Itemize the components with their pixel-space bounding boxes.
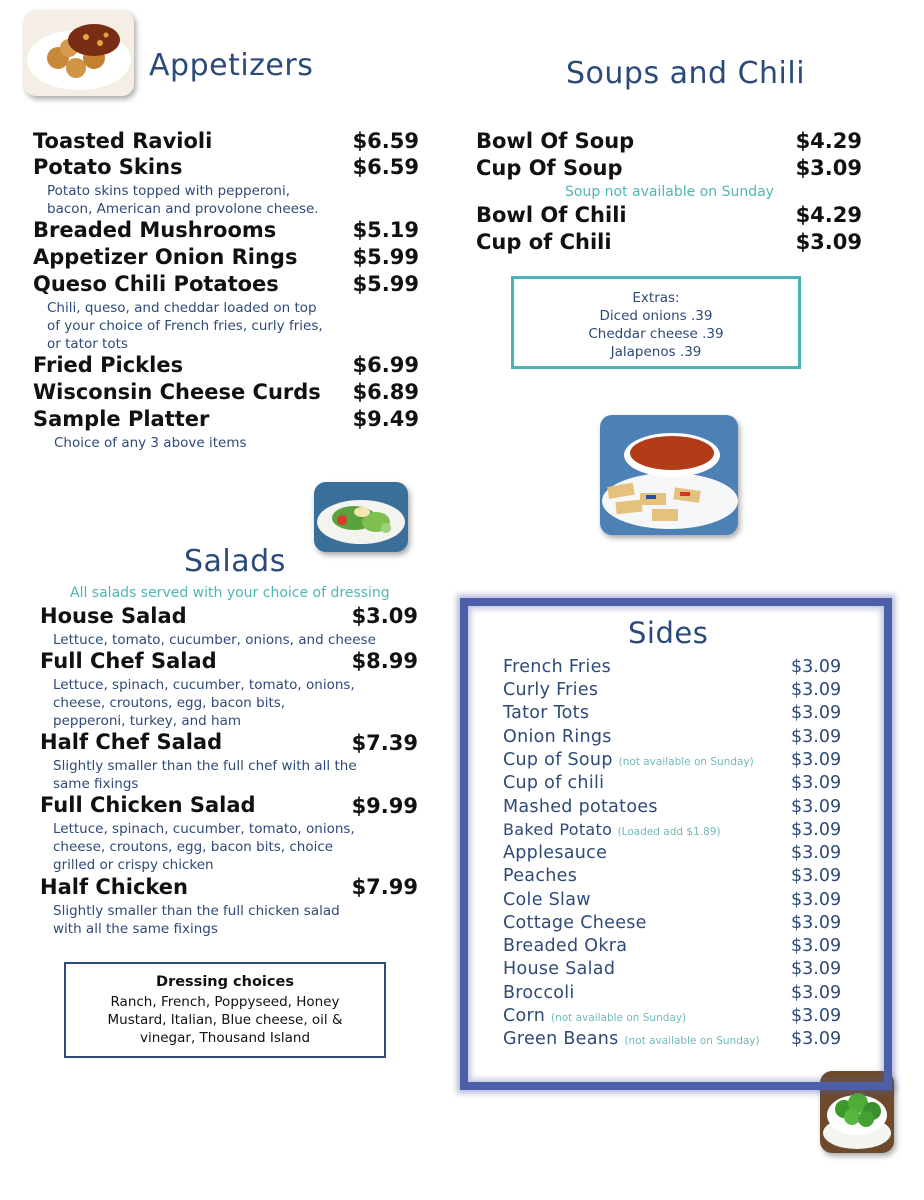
side-item-price: $3.09 (791, 703, 842, 723)
menu-item-name: Cup Of Soup (476, 156, 623, 180)
side-item (503, 843, 843, 866)
menu-item-description: of your choice of French fries, curly fries, (47, 318, 323, 334)
side-item-note: (Loaded add $1.89) (617, 826, 721, 838)
menu-item-name: Wisconsin Cheese Curds (33, 380, 321, 404)
dressing-line: vinegar, Thousand Island (139, 1030, 311, 1046)
side-item-name (503, 820, 721, 839)
side-item-price: $3.09 (791, 936, 842, 956)
side-item-price: $3.09 (791, 843, 842, 863)
extras-line: Cheddar cheese .39 (588, 326, 724, 342)
menu-item-description: or tator tots (47, 336, 128, 352)
menu-item-name: Toasted Ravioli (33, 129, 213, 153)
menu-item-price: $3.09 (795, 156, 862, 180)
menu-item-description: Chili, queso, and cheddar loaded on top (47, 300, 317, 316)
side-item-name: Mashed potatoes (503, 797, 658, 817)
side-item-name: Applesauce (503, 843, 608, 863)
side-item (503, 680, 843, 703)
side-item (503, 750, 843, 773)
side-item-name: Cole Slaw (503, 890, 591, 910)
side-item-name (503, 1029, 760, 1049)
side-item-name: Cup of chili (503, 773, 605, 793)
salad-photo (314, 482, 408, 552)
salads-heading: Salads (184, 544, 286, 579)
menu-item-price: $9.99 (351, 794, 418, 818)
side-item-price: $3.09 (791, 797, 842, 817)
menu-item-price: $6.99 (352, 353, 419, 377)
menu-item-name: Appetizer Onion Rings (33, 245, 298, 269)
menu-item-description: same fixings (53, 776, 139, 792)
menu-item-name: Potato Skins (33, 155, 183, 179)
side-item (503, 913, 843, 936)
side-item-name (503, 1006, 686, 1026)
side-item (503, 773, 843, 796)
side-item-price: $3.09 (791, 1006, 842, 1026)
side-item (503, 727, 843, 750)
menu-item-name: Cup of Chili (476, 230, 612, 254)
menu-item-price: $5.19 (352, 218, 419, 242)
dressing-line: Mustard, Italian, Blue cheese, oil & (107, 1012, 343, 1028)
side-item-price: $3.09 (791, 727, 842, 747)
menu-item-description: Lettuce, tomato, cucumber, onions, and cheese (53, 632, 376, 648)
side-item-note: (not available on Sunday) (550, 1012, 687, 1024)
menu-item-description: Lettuce, spinach, cucumber, tomato, onions, (53, 821, 355, 837)
menu-item-name: Half Chef Salad (40, 730, 223, 754)
menu-item-description: Slightly smaller than the full chef with all the (53, 758, 357, 774)
side-item (503, 959, 843, 982)
side-item-price: $3.09 (791, 1029, 842, 1049)
menu-item-price: $7.39 (351, 731, 418, 755)
appetizer-photo (24, 10, 134, 96)
dressing-title: Dressing choices (156, 974, 294, 990)
side-item-label: Corn (503, 1006, 546, 1026)
side-item (503, 983, 843, 1006)
side-item-price: $3.09 (791, 959, 842, 979)
menu-item-description: cheese, croutons, egg, bacon bits, choice (53, 839, 334, 855)
soups-heading: Soups and Chili (566, 56, 806, 91)
sides-heading: Sides (628, 616, 709, 650)
menu-item-description: cheese, croutons, egg, bacon bits, (53, 695, 286, 711)
side-item-price: $3.09 (791, 773, 842, 793)
side-item-name: Curly Fries (503, 680, 599, 700)
side-item-note: (not available on Sunday) (618, 756, 754, 768)
menu-item-name: Bowl Of Chili (476, 203, 627, 227)
side-item (503, 1006, 843, 1029)
side-item (503, 866, 843, 889)
dressing-choices-box (64, 962, 386, 1058)
extras-line: Jalapenos .39 (610, 344, 702, 360)
side-item (503, 797, 843, 820)
menu-item-name: House Salad (40, 604, 187, 628)
side-item (503, 890, 843, 913)
side-item-price: $3.09 (791, 820, 842, 840)
menu-item-description: Lettuce, spinach, cucumber, tomato, onions, (53, 677, 355, 693)
menu-item-price: $5.99 (352, 245, 419, 269)
menu-item-name: Full Chef Salad (40, 649, 217, 673)
side-item-name: Broccoli (503, 983, 575, 1003)
menu-item-description: Choice of any 3 above items (54, 435, 247, 451)
menu-item-price: $6.59 (352, 155, 419, 179)
side-item-name: Tator Tots (503, 703, 590, 723)
menu-item-price: $9.49 (352, 407, 419, 431)
side-item-name (503, 750, 754, 770)
menu-item-price: $7.99 (351, 875, 418, 899)
menu-item-price: $4.29 (795, 129, 862, 153)
side-item-name: Peaches (503, 866, 578, 886)
menu-item-name: Half Chicken (40, 875, 188, 899)
extras-title: Extras: (632, 290, 680, 306)
side-item (503, 703, 843, 726)
menu-item-price: $3.09 (795, 230, 862, 254)
menu-item-description: pepperoni, turkey, and ham (53, 713, 242, 729)
side-item (503, 936, 843, 959)
side-item-price: $3.09 (791, 750, 842, 770)
menu-item-description: bacon, American and provolone cheese. (47, 201, 319, 217)
side-item-label: Baked Potato (503, 820, 613, 839)
side-item-price: $3.09 (791, 890, 842, 910)
side-item-name: Onion Rings (503, 727, 612, 747)
side-item-label: Cup of Soup (503, 750, 613, 770)
menu-item-name: Bowl Of Soup (476, 129, 635, 153)
extras-box (511, 276, 801, 369)
extras-line: Diced onions .39 (599, 308, 713, 324)
side-item-price: $3.09 (791, 866, 842, 886)
side-item-name: Breaded Okra (503, 936, 628, 956)
menu-item-price: $4.29 (795, 203, 862, 227)
side-item-note: (not available on Sunday) (624, 1035, 760, 1047)
menu-item-description: Slightly smaller than the full chicken salad (53, 903, 340, 919)
menu-item-name: Full Chicken Salad (40, 793, 256, 817)
menu-item-description: with all the same fixings (53, 921, 218, 937)
side-item-label: Green Beans (503, 1029, 619, 1049)
soup-sunday-note: Soup not available on Sunday (565, 184, 774, 200)
menu-item-price: $8.99 (351, 649, 418, 673)
menu-item-description: grilled or crispy chicken (53, 857, 214, 873)
appetizers-heading: Appetizers (149, 48, 314, 83)
menu-item-price: $5.99 (352, 272, 419, 296)
menu-item-name: Queso Chili Potatoes (33, 272, 279, 296)
chili-photo (600, 415, 738, 535)
salads-dressing-note: All salads served with your choice of dressing (70, 585, 390, 601)
menu-item-price: $6.59 (352, 129, 419, 153)
menu-item-price: $6.89 (352, 380, 419, 404)
side-item (503, 1029, 843, 1052)
dressing-line: Ranch, French, Poppyseed, Honey (110, 994, 340, 1010)
menu-item-price: $3.09 (351, 604, 418, 628)
menu-item-name: Fried Pickles (33, 353, 184, 377)
side-item-price: $3.09 (791, 913, 842, 933)
menu-item-name: Sample Platter (33, 407, 210, 431)
side-item-name: House Salad (503, 959, 616, 979)
side-item-price: $3.09 (791, 657, 842, 677)
side-item-price: $3.09 (791, 983, 842, 1003)
side-item-name: French Fries (503, 657, 612, 677)
side-item-price: $3.09 (791, 680, 842, 700)
side-item-name: Cottage Cheese (503, 913, 647, 933)
side-item (503, 820, 843, 843)
menu-item-description: Potato skins topped with pepperoni, (47, 183, 291, 199)
side-item (503, 657, 843, 680)
menu-item-name: Breaded Mushrooms (33, 218, 277, 242)
